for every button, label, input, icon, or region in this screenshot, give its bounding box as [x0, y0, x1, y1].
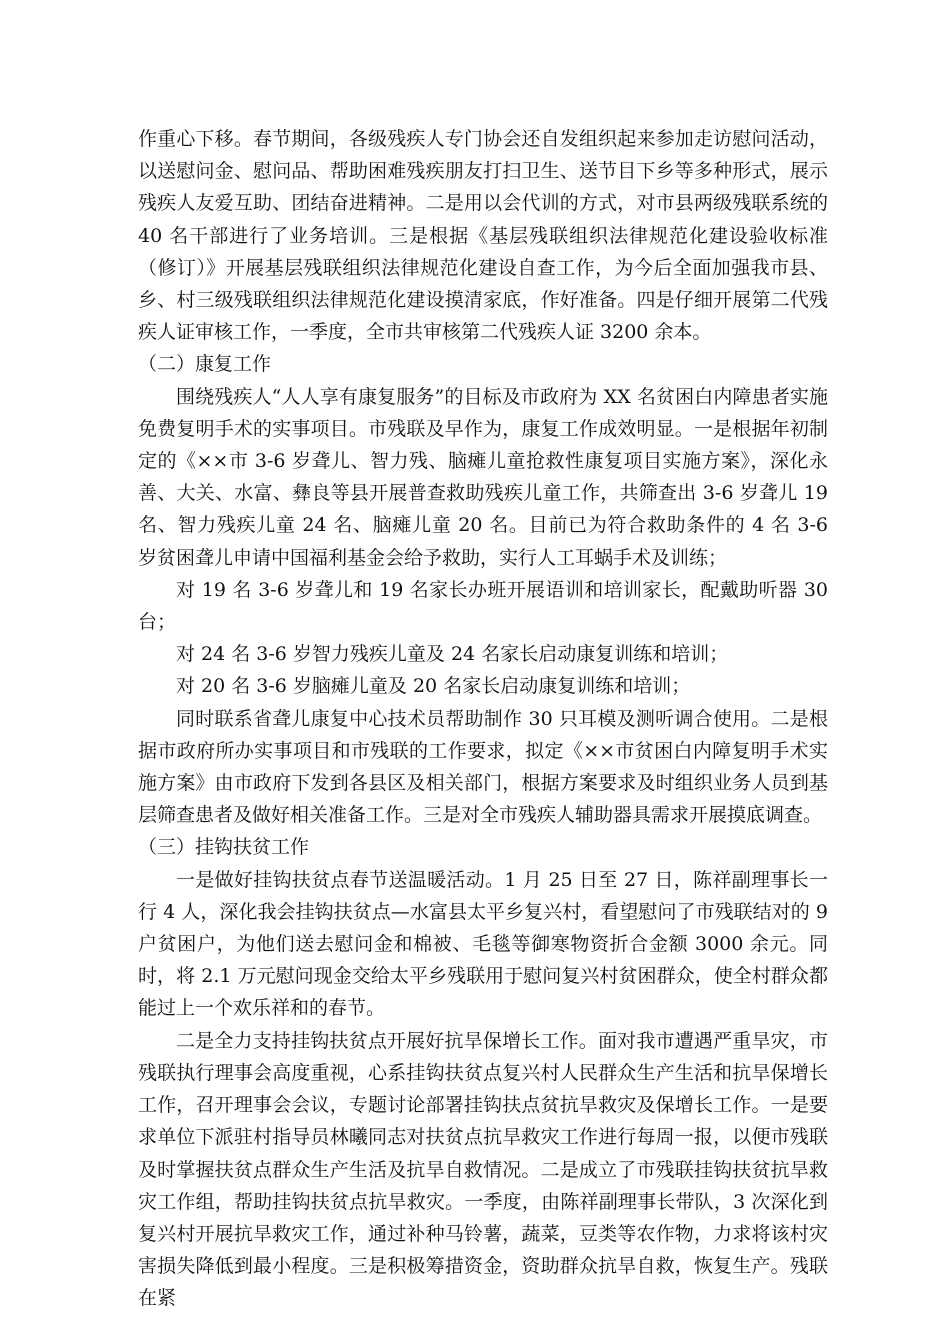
- section-heading-rehabilitation: （二）康复工作: [138, 353, 272, 376]
- paragraph-continued: 作重心下移。春节期间，各级残疾人专门协会还自发组织起来参加走访慰问活动，以送慰问金、慰问品、帮助困难残疾朋友打扫卫生、送节目下乡等多种形式，展示残疾人友爱互助、团结奋进精神。二是用以会代训的方式，对市县两级残联系统的 40 名干部进行了业务培训。三是根据《基层残联组织法律规范化建设验收标准（修订）》开展基层残联组织法律规范化建设自查工作，为今后全面加强我市县、乡、村三级残联组织法律规范化建设摸清家底，作好准备。四是仔细开展第二代残疾人证审核工作，一季度，全市共审核第二代残疾人证 3200 余本。: [138, 128, 828, 344]
- paragraph-spring-festival-visit: 一是做好挂钩扶贫点春节送温暖活动。1 月 25 日至 27 日，陈祥副理事长一行 4 人，深化我会挂钩扶贫点—水富县太平乡复兴村，看望慰问了市残联结对的 9 户贫困户，为他们送去慰问金和棉被、毛毯等御寒物资折合金额 3000 余元。同时，将 2.1 万元慰问现金交给太平乡残联用于慰问复兴村贫困群众，使全村群众都能过上一个欢乐祥和的春节。: [138, 868, 828, 1020]
- document-body: [138, 123, 828, 1315]
- paragraph-ear-molds: 同时联系省聋儿康复中心技术员帮助制作 30 只耳模及测听调合使用。二是根据市政府所办实事项目和市残联的工作要求，拟定《××市贫困白内障复明手术实施方案》由市政府下发到各县区及相关部门，根据方案要求及时组织业务人员到基层筛查患者及做好相关准备工作。三是对全市残疾人辅助器具需求开展摸底调查。: [138, 707, 828, 827]
- paragraph-rehabilitation-intro: 围绕残疾人“人人享有康复服务”的目标及市政府为 XX 名贫困白内障患者实施免费复明手术的实事项目。市残联及早作为，康复工作成效明显。一是根据年初制定的《××市 3-6 岁聋儿、智力残、脑瘫儿童抢救性康复项目实施方案》，深化永善、大关、水富、彝良等县开展普查救助残疾儿童工作，共筛查出 3-6 岁聋儿 19 名、智力残疾儿童 24 名、脑瘫儿童 20 名。目前已为符合救助条件的 4 名 3-6 岁贫困聋儿申请中国福利基金会给予救助，实行人工耳蜗手术及训练；: [138, 385, 828, 569]
- paragraph-intellectual-disability: 对 24 名 3-6 岁智力残疾儿童及 24 名家长启动康复训练和培训；: [176, 643, 729, 666]
- section-heading-poverty-alleviation: （三）挂钩扶贫工作: [138, 836, 310, 859]
- paragraph-cerebral-palsy: 对 20 名 3-6 岁脑瘫儿童及 20 名家长启动康复训练和培训；: [176, 675, 691, 698]
- paragraph-drought-relief: 二是全力支持挂钩扶贫点开展好抗旱保增长工作。面对我市遭遇严重旱灾，市残联执行理事会高度重视，心系挂钩扶贫点复兴村人民群众生产生活和抗旱保增长工作，召开理事会会议，专题讨论部署挂钩扶点贫抗旱救灾及保增长工作。一是要求单位下派驻村指导员林曦同志对扶贫点抗旱救灾工作进行每周一报，以便市残联及时掌握扶贫点群众生产生活及抗旱自救情况。二是成立了市残联挂钩扶贫抗旱救灾工作组，帮助挂钩扶贫点抗旱救灾。一季度，由陈祥副理事长带队，3 次深化到复兴村开展抗旱救灾工作，通过补种马铃薯，蔬菜，豆类等农作物，力求将该村灾害损失降低到最小程度。三是积极筹措资金，资助群众抗旱自救，恢复生产。残联在紧: [138, 1029, 828, 1310]
- paragraph-deaf-children: 对 19 名 3-6 岁聋儿和 19 名家长办班开展语训和培训家长，配戴助听器 30 台；: [138, 578, 828, 634]
